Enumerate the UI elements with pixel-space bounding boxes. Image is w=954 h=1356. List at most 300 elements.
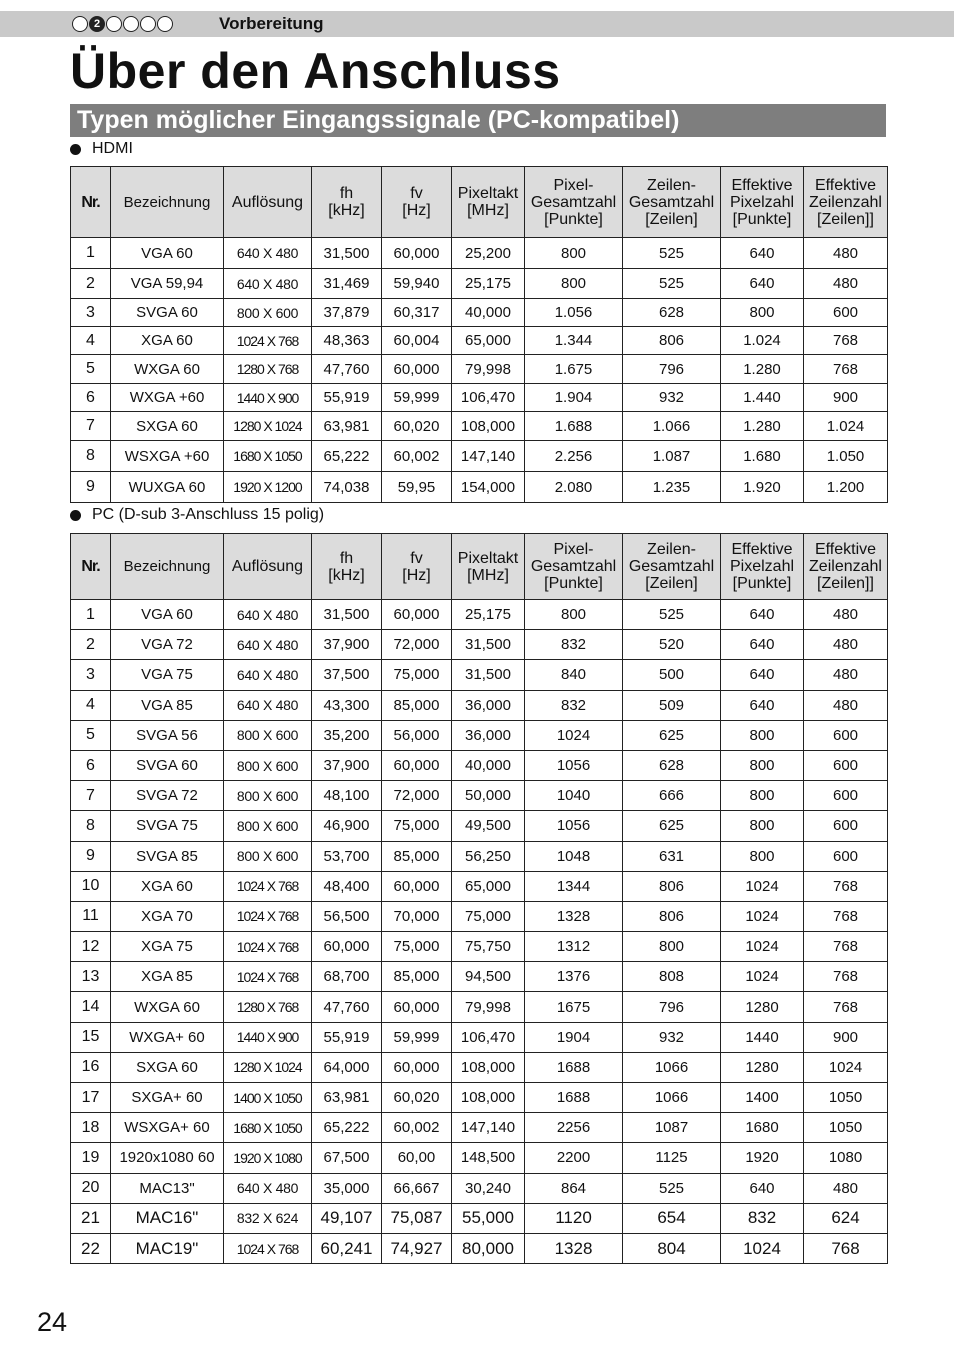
cell-total-lines: 800 [623, 932, 721, 962]
col-total-lines-header [623, 534, 721, 600]
header-line: Pixelzahl [729, 558, 795, 575]
header-line: [Zeilen] [645, 210, 698, 228]
cell-eff-pixels: 640 [721, 238, 804, 269]
cell-fv: 75,000 [382, 811, 452, 841]
cell-fh: 48,100 [312, 781, 382, 811]
header-line: Effektive [814, 176, 877, 194]
cell-eff-lines: 600 [804, 781, 888, 811]
cell-resolution: 640 X 480 [224, 1173, 312, 1203]
cell-fv: 72,000 [382, 781, 452, 811]
col-pixelclock-header [452, 167, 525, 238]
cell-pixelclock: 31,500 [452, 630, 525, 660]
header-line: Zeilenzahl [809, 558, 882, 575]
cell-fv: 85,000 [382, 841, 452, 871]
cell-name: SVGA 56 [111, 720, 224, 750]
cell-eff-pixels: 1.680 [721, 441, 804, 472]
cell-eff-pixels: 1024 [721, 962, 804, 992]
step-circle [157, 16, 173, 32]
cell-total-pixels: 2200 [525, 1143, 623, 1173]
cell-resolution: 640 X 480 [224, 600, 312, 630]
cell-eff-pixels: 1.440 [721, 384, 804, 412]
cell-nr: 15 [71, 1022, 111, 1052]
cell-pixelclock: 106,470 [452, 1022, 525, 1052]
cell-name: SXGA+ 60 [111, 1083, 224, 1113]
cell-name: SVGA 75 [111, 811, 224, 841]
cell-name: SXGA 60 [111, 412, 224, 441]
cell-total-lines: 500 [623, 660, 721, 690]
col-name-header: Bezeichnung [111, 534, 224, 600]
col-pixelclock-header [452, 534, 525, 600]
cell-eff-pixels: 1.280 [721, 355, 804, 384]
cell-total-lines: 509 [623, 690, 721, 720]
cell-total-lines: 625 [623, 811, 721, 841]
cell-nr: 1 [71, 600, 111, 630]
header-line: Effektive [731, 176, 793, 194]
cell-fv: 60,000 [382, 992, 452, 1022]
cell-eff-lines: 480 [804, 600, 888, 630]
header-line: Gesamtzahl [530, 193, 617, 211]
cell-fh: 60,000 [312, 932, 382, 962]
cell-fv: 60,317 [382, 299, 452, 327]
cell-total-lines: 1087 [623, 1113, 721, 1143]
cell-eff-lines: 768 [804, 932, 888, 962]
step-circle [123, 16, 139, 32]
cell-pixelclock: 36,000 [452, 720, 525, 750]
cell-fh: 65,222 [312, 441, 382, 472]
col-name-header: Bezeichnung [111, 167, 224, 238]
cell-name: VGA 85 [111, 690, 224, 720]
cell-nr: 13 [71, 962, 111, 992]
cell-fv: 72,000 [382, 630, 452, 660]
cell-fv: 60,00 [382, 1143, 452, 1173]
cell-name: SVGA 60 [111, 750, 224, 780]
cell-pixelclock: 94,500 [452, 962, 525, 992]
cell-fh: 47,760 [312, 355, 382, 384]
cell-name: WSXGA+ 60 [111, 1113, 224, 1143]
cell-fv: 60,000 [382, 600, 452, 630]
pc-label [70, 506, 324, 524]
cell-eff-lines: 1050 [804, 1083, 888, 1113]
cell-eff-lines: 900 [804, 1022, 888, 1052]
hdmi-signal-table [70, 166, 888, 503]
cell-eff-pixels: 1440 [721, 1022, 804, 1052]
cell-resolution: 1024 X 768 [224, 871, 312, 901]
cell-fv: 59,999 [382, 384, 452, 412]
cell-nr: 5 [71, 720, 111, 750]
cell-pixelclock: 75,750 [452, 932, 525, 962]
cell-resolution: 1024 X 768 [224, 1233, 312, 1263]
cell-eff-lines: 480 [804, 1173, 888, 1203]
table-row [71, 1052, 888, 1082]
table-row [71, 871, 888, 901]
cell-total-lines: 1066 [623, 1083, 721, 1113]
cell-resolution: 1280 X 768 [224, 355, 312, 384]
cell-total-pixels: 800 [525, 238, 623, 269]
cell-nr: 6 [71, 750, 111, 780]
cell-nr: 6 [71, 384, 111, 412]
cell-name: XGA 60 [111, 327, 224, 355]
header-line: [Zeilen]] [817, 210, 874, 228]
header-line: Gesamtzahl [628, 558, 715, 575]
cell-total-pixels: 1376 [525, 962, 623, 992]
cell-total-lines: 806 [623, 327, 721, 355]
cell-eff-lines: 1080 [804, 1143, 888, 1173]
header-line: fh [339, 549, 354, 567]
cell-eff-lines: 768 [804, 1233, 888, 1263]
cell-name: WXGA +60 [111, 384, 224, 412]
table-row [71, 630, 888, 660]
cell-fh: 35,000 [312, 1173, 382, 1203]
col-total-lines-header [623, 167, 721, 238]
cell-eff-lines: 768 [804, 355, 888, 384]
cell-total-pixels: 1048 [525, 841, 623, 871]
cell-fh: 46,900 [312, 811, 382, 841]
table-row [71, 600, 888, 630]
cell-fh: 60,241 [312, 1233, 382, 1263]
cell-total-pixels: 864 [525, 1173, 623, 1203]
cell-resolution: 640 X 480 [224, 630, 312, 660]
header-line: Effektive [814, 541, 877, 558]
table-row [71, 412, 888, 441]
cell-pixelclock: 148,500 [452, 1143, 525, 1173]
cell-eff-lines: 480 [804, 660, 888, 690]
cell-pixelclock: 65,000 [452, 871, 525, 901]
cell-pixelclock: 106,470 [452, 384, 525, 412]
step-circle [140, 16, 156, 32]
cell-total-pixels: 1675 [525, 992, 623, 1022]
cell-nr: 2 [71, 269, 111, 299]
cell-resolution: 1024 X 768 [224, 327, 312, 355]
table-row [71, 1233, 888, 1263]
cell-nr: 11 [71, 901, 111, 931]
hdmi-label [70, 140, 133, 158]
cell-nr: 22 [71, 1233, 111, 1263]
cell-fh: 68,700 [312, 962, 382, 992]
cell-total-pixels: 1688 [525, 1083, 623, 1113]
table-row [71, 238, 888, 269]
table-row [71, 1143, 888, 1173]
cell-fh: 31,500 [312, 238, 382, 269]
cell-total-pixels: 1328 [525, 1233, 623, 1263]
cell-eff-pixels: 800 [721, 811, 804, 841]
cell-fv: 59,95 [382, 472, 452, 503]
col-eff-lines-header [804, 167, 888, 238]
cell-total-pixels: 832 [525, 630, 623, 660]
cell-eff-lines: 600 [804, 750, 888, 780]
cell-name: MAC13" [111, 1173, 224, 1203]
cell-name: XGA 75 [111, 932, 224, 962]
table-row [71, 1083, 888, 1113]
cell-resolution: 1440 X 900 [224, 384, 312, 412]
cell-total-pixels: 1.344 [525, 327, 623, 355]
cell-total-lines: 1.066 [623, 412, 721, 441]
cell-fh: 65,222 [312, 1113, 382, 1143]
cell-total-lines: 804 [623, 1233, 721, 1263]
cell-fh: 63,981 [312, 1083, 382, 1113]
cell-eff-pixels: 1024 [721, 932, 804, 962]
cell-fh: 35,200 [312, 720, 382, 750]
header-line: Zeilen- [647, 176, 696, 194]
cell-eff-pixels: 800 [721, 750, 804, 780]
cell-nr: 3 [71, 660, 111, 690]
cell-total-pixels: 1056 [525, 811, 623, 841]
table-row [71, 355, 888, 384]
cell-eff-pixels: 640 [721, 630, 804, 660]
cell-eff-pixels: 640 [721, 600, 804, 630]
table-row [71, 690, 888, 720]
col-fv-header [382, 167, 452, 238]
cell-fh: 37,879 [312, 299, 382, 327]
cell-total-pixels: 800 [525, 269, 623, 299]
page-title: Über den Anschluss [70, 43, 561, 99]
table-row [71, 660, 888, 690]
cell-total-pixels: 1.675 [525, 355, 623, 384]
cell-fh: 53,700 [312, 841, 382, 871]
pc-signal-table [70, 533, 888, 1264]
cell-nr: 2 [71, 630, 111, 660]
cell-name: MAC16" [111, 1203, 224, 1233]
cell-pixelclock: 40,000 [452, 750, 525, 780]
col-fh-header [312, 167, 382, 238]
section-label: Vorbereitung [219, 14, 324, 33]
cell-total-lines: 806 [623, 901, 721, 931]
table-row [71, 269, 888, 299]
cell-fv: 60,020 [382, 1083, 452, 1113]
col-eff-lines-header [804, 534, 888, 600]
cell-name: VGA 75 [111, 660, 224, 690]
cell-resolution: 800 X 600 [224, 781, 312, 811]
cell-fv: 75,000 [382, 660, 452, 690]
cell-resolution: 832 X 624 [224, 1203, 312, 1233]
cell-fh: 31,500 [312, 600, 382, 630]
table-row [71, 932, 888, 962]
cell-resolution: 800 X 600 [224, 750, 312, 780]
table-row [71, 901, 888, 931]
cell-total-lines: 631 [623, 841, 721, 871]
cell-name: SVGA 60 [111, 299, 224, 327]
bullet-icon [70, 510, 81, 521]
cell-total-lines: 808 [623, 962, 721, 992]
cell-pixelclock: 25,175 [452, 269, 525, 299]
header-line: Pixel- [553, 176, 594, 194]
cell-total-pixels: 1904 [525, 1022, 623, 1052]
cell-eff-lines: 480 [804, 269, 888, 299]
cell-pixelclock: 55,000 [452, 1203, 525, 1233]
cell-fv: 66,667 [382, 1173, 452, 1203]
cell-nr: 17 [71, 1083, 111, 1113]
table-row [71, 811, 888, 841]
col-resolution-header: Auflösung [224, 534, 312, 600]
header-line: Gesamtzahl [628, 193, 715, 211]
cell-name: SVGA 72 [111, 781, 224, 811]
cell-eff-pixels: 1.024 [721, 327, 804, 355]
cell-fv: 60,002 [382, 441, 452, 472]
cell-resolution: 1024 X 768 [224, 962, 312, 992]
cell-nr: 19 [71, 1143, 111, 1173]
cell-fh: 43,300 [312, 690, 382, 720]
cell-pixelclock: 25,200 [452, 238, 525, 269]
cell-eff-pixels: 1280 [721, 1052, 804, 1082]
cell-total-lines: 525 [623, 238, 721, 269]
cell-nr: 9 [71, 841, 111, 871]
cell-eff-pixels: 800 [721, 299, 804, 327]
cell-total-pixels: 1040 [525, 781, 623, 811]
cell-name: VGA 72 [111, 630, 224, 660]
cell-eff-pixels: 1.920 [721, 472, 804, 503]
cell-nr: 3 [71, 299, 111, 327]
cell-resolution: 640 X 480 [224, 660, 312, 690]
bullet-icon [70, 144, 81, 155]
header-line: [Zeilen]] [817, 575, 874, 592]
cell-nr: 4 [71, 690, 111, 720]
cell-fv: 85,000 [382, 962, 452, 992]
cell-resolution: 800 X 600 [224, 811, 312, 841]
cell-fv: 85,000 [382, 690, 452, 720]
header-line: Pixeltakt [457, 185, 519, 202]
cell-fh: 48,400 [312, 871, 382, 901]
cell-pixelclock: 25,175 [452, 600, 525, 630]
col-total-pixels-header [525, 167, 623, 238]
cell-fv: 60,000 [382, 871, 452, 901]
cell-fh: 37,900 [312, 630, 382, 660]
col-fh-header [312, 534, 382, 600]
cell-eff-lines: 768 [804, 901, 888, 931]
cell-eff-lines: 1050 [804, 1113, 888, 1143]
cell-fh: 55,919 [312, 1022, 382, 1052]
header-line: fv [410, 549, 423, 567]
cell-pixelclock: 147,140 [452, 441, 525, 472]
cell-fv: 60,000 [382, 238, 452, 269]
cell-total-pixels: 800 [525, 600, 623, 630]
header-line: Effektive [731, 541, 793, 558]
header-line: Gesamtzahl [530, 558, 617, 575]
table-row [71, 384, 888, 412]
cell-total-lines: 1066 [623, 1052, 721, 1082]
col-nr-header: Nr. [71, 167, 111, 238]
cell-pixelclock: 65,000 [452, 327, 525, 355]
cell-resolution: 800 X 600 [224, 720, 312, 750]
cell-eff-lines: 600 [804, 720, 888, 750]
cell-fh: 67,500 [312, 1143, 382, 1173]
cell-eff-lines: 600 [804, 811, 888, 841]
cell-eff-lines: 624 [804, 1203, 888, 1233]
cell-total-pixels: 1024 [525, 720, 623, 750]
cell-name: WXGA+ 60 [111, 1022, 224, 1052]
header-line: fh [339, 185, 354, 202]
cell-resolution: 1920 X 1080 [224, 1143, 312, 1173]
header-line: Zeilen- [647, 541, 696, 558]
table-header [71, 167, 888, 238]
cell-resolution: 1280 X 1024 [224, 1052, 312, 1082]
cell-eff-lines: 600 [804, 841, 888, 871]
cell-name: VGA 60 [111, 238, 224, 269]
cell-fh: 37,900 [312, 750, 382, 780]
cell-total-pixels: 1056 [525, 750, 623, 780]
section-heading: Typen möglicher Eingangssignale (PC-kompatibel) [70, 104, 886, 137]
header-line: [MHz] [467, 202, 509, 219]
cell-total-pixels: 2.080 [525, 472, 623, 503]
cell-fh: 55,919 [312, 384, 382, 412]
cell-eff-lines: 900 [804, 384, 888, 412]
cell-fh: 64,000 [312, 1052, 382, 1082]
cell-total-pixels: 1688 [525, 1052, 623, 1082]
table-row [71, 841, 888, 871]
header-line: [Punkte] [732, 575, 792, 592]
cell-total-pixels: 832 [525, 690, 623, 720]
cell-pixelclock: 30,240 [452, 1173, 525, 1203]
cell-fv: 60,004 [382, 327, 452, 355]
cell-fv: 60,000 [382, 750, 452, 780]
table-row [71, 327, 888, 355]
col-nr-header: Nr. [71, 534, 111, 600]
table-row [71, 992, 888, 1022]
cell-name: MAC19" [111, 1233, 224, 1263]
header-line: [Zeilen] [645, 575, 698, 592]
cell-resolution: 1400 X 1050 [224, 1083, 312, 1113]
cell-eff-pixels: 1.280 [721, 412, 804, 441]
cell-fv: 74,927 [382, 1233, 452, 1263]
cell-name: WSXGA +60 [111, 441, 224, 472]
cell-fv: 60,020 [382, 412, 452, 441]
cell-total-lines: 796 [623, 992, 721, 1022]
cell-fv: 59,999 [382, 1022, 452, 1052]
cell-resolution: 800 X 600 [224, 299, 312, 327]
cell-resolution: 640 X 480 [224, 269, 312, 299]
cell-total-lines: 1125 [623, 1143, 721, 1173]
table-row [71, 1113, 888, 1143]
cell-resolution: 1280 X 1024 [224, 412, 312, 441]
col-total-pixels-header [525, 534, 623, 600]
pc-label-text: PC (D-sub 3-Anschluss 15 polig) [92, 506, 325, 523]
cell-nr: 18 [71, 1113, 111, 1143]
cell-eff-lines: 480 [804, 238, 888, 269]
cell-total-pixels: 2256 [525, 1113, 623, 1143]
cell-total-lines: 628 [623, 750, 721, 780]
table-row [71, 441, 888, 472]
cell-total-lines: 625 [623, 720, 721, 750]
cell-eff-pixels: 832 [721, 1203, 804, 1233]
cell-fh: 31,469 [312, 269, 382, 299]
cell-total-lines: 1.087 [623, 441, 721, 472]
table-body [71, 238, 888, 503]
cell-resolution: 1440 X 900 [224, 1022, 312, 1052]
cell-nr: 16 [71, 1052, 111, 1082]
cell-name: XGA 70 [111, 901, 224, 931]
cell-pixelclock: 31,500 [452, 660, 525, 690]
step-circle [106, 16, 122, 32]
cell-resolution: 1680 X 1050 [224, 441, 312, 472]
cell-fv: 56,000 [382, 720, 452, 750]
cell-resolution: 800 X 600 [224, 841, 312, 871]
cell-total-lines: 1.235 [623, 472, 721, 503]
header-line: [Hz] [402, 202, 431, 219]
cell-nr: 4 [71, 327, 111, 355]
header-line: Zeilenzahl [809, 193, 882, 211]
cell-eff-pixels: 1280 [721, 992, 804, 1022]
cell-eff-pixels: 1400 [721, 1083, 804, 1113]
cell-eff-pixels: 1920 [721, 1143, 804, 1173]
cell-fv: 60,002 [382, 1113, 452, 1143]
cell-pixelclock: 108,000 [452, 1083, 525, 1113]
cell-total-pixels: 1.904 [525, 384, 623, 412]
col-eff-pixels-header [721, 534, 804, 600]
cell-eff-lines: 1.024 [804, 412, 888, 441]
cell-eff-pixels: 640 [721, 269, 804, 299]
header-line: [Punkte] [544, 575, 603, 592]
cell-eff-lines: 768 [804, 962, 888, 992]
cell-resolution: 1024 X 768 [224, 932, 312, 962]
header-line: [Punkte] [544, 210, 603, 228]
